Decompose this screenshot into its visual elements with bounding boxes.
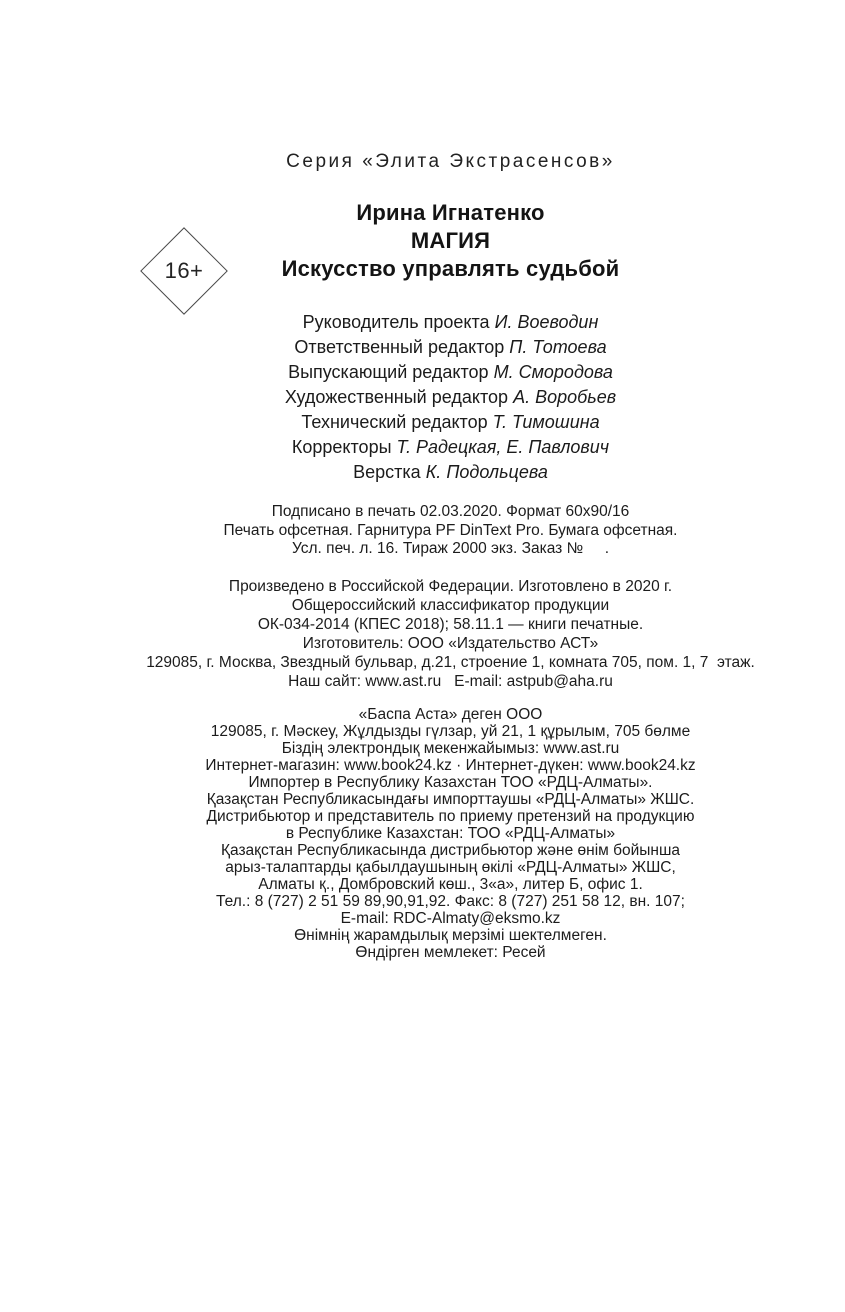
credit-line <box>56 410 845 435</box>
credit-line <box>56 360 845 385</box>
kazakh-info-line: Интернет-магазин: www.book24.kz · Интернет-дүкен: www.book24.kz <box>205 757 696 774</box>
credit-role: Технический редактор <box>301 412 488 432</box>
producer-info-line: ОК-034-2014 (КПЕС 2018); 58.11.1 — книги печатные. <box>257 616 644 633</box>
credit-role: Верстка <box>353 462 421 482</box>
kazakh-info-line: Өндірген мемлекет: Ресей <box>355 944 546 961</box>
kazakh-info-line: E-mail: RDC-Almaty@eksmo.kz <box>340 910 561 927</box>
producer-info-line: Наш сайт: www.ast.ru E-mail: astpub@aha.ru <box>288 673 613 690</box>
producer-info-line: Изготовитель: ООО «Издательство АСТ» <box>302 635 599 652</box>
credits-block <box>56 310 845 485</box>
credit-person: П. Тотоева <box>509 337 607 357</box>
kazakh-info-line: Тел.: 8 (727) 2 51 59 89,90,91,92. Факс: 8 (727) 251 58 12, вн. 107; <box>216 893 685 910</box>
kazakh-info-line: арыз-талаптарды қабылдаушының өкілі «РДЦ-Алматы» ЖШС, <box>225 859 676 876</box>
print-info-line: Печать офсетная. Гарнитура PF DinText Pro. Бумага офсетная. <box>223 521 678 539</box>
producer-info-block <box>56 577 845 691</box>
credit-line <box>56 310 845 335</box>
series-line: Серия «Элита Экстрасенсов» <box>286 151 615 172</box>
colophon-content <box>56 0 845 1312</box>
kazakh-info-line: Өнімнің жарамдылық мерзімі шектелмеген. <box>294 927 607 944</box>
credit-person: Т. Радецкая, Е. Павлович <box>396 437 610 457</box>
book-title: МАГИЯ <box>410 228 491 253</box>
book-subtitle: Искусство управлять судьбой <box>281 256 620 281</box>
print-info-line: Подписано в печать 02.03.2020. Формат 60x90/16 <box>271 503 630 520</box>
kazakh-info-line: Импортер в Республику Казахстан ТОО «РДЦ-Алматы». <box>248 774 653 791</box>
credit-line <box>56 460 845 485</box>
kazakh-info-line: Алматы қ., Домбровский көш., 3«а», литер Б, офис 1. <box>258 876 643 893</box>
kazakh-info-line: 129085, г. Мәскеу, Жұлдызды гүлзар, уй 21, 1 құрылым, 705 бөлме <box>210 723 691 740</box>
kazakh-info-line: Дистрибьютор и представитель по приему претензий на продукцию <box>206 808 695 825</box>
credit-person: К. Подольцева <box>425 462 548 482</box>
producer-info-line: 129085, г. Москва, Звездный бульвар, д.21, строение 1, комната 705, пом. 1, 7 этаж. <box>146 654 755 671</box>
print-info-block <box>56 503 845 559</box>
credit-person: А. Воробьев <box>513 387 617 407</box>
kazakh-info-line: «Баспа Аста» деген ООО <box>358 706 543 723</box>
credit-role: Выпускающий редактор <box>288 362 489 382</box>
author-name: Ирина Игнатенко <box>356 200 545 225</box>
kazakh-info-line: Қазақстан Республикасында дистрибьютор және өнім бойынша <box>220 842 681 859</box>
producer-info-line: Произведено в Российской Федерации. Изготовлено в 2020 г. <box>228 578 673 595</box>
credit-person: И. Воеводин <box>494 312 599 332</box>
credit-role: Художественный редактор <box>284 387 509 407</box>
print-info-line: Усл. печ. л. 16. Тираж 2000 экз. Заказ № . <box>291 540 610 557</box>
credit-line <box>56 335 845 360</box>
kazakh-info-line: Біздің электрондық мекенжайымыз: www.ast.ru <box>281 740 620 757</box>
title-block <box>56 199 845 283</box>
credit-role: Корректоры <box>291 437 392 457</box>
producer-info-line: Общероссийский классификатор продукции <box>291 597 610 614</box>
credit-line <box>56 385 845 410</box>
kazakh-distributor-block <box>56 706 845 961</box>
age-rating-label: 16+ <box>164 258 204 283</box>
credit-person: М. Смородова <box>493 362 613 382</box>
credit-role: Ответственный редактор <box>294 337 505 357</box>
credit-line <box>56 435 845 460</box>
credit-person: Т. Тимошина <box>492 412 600 432</box>
kazakh-info-line: в Республике Казахстан: ТОО «РДЦ-Алматы» <box>285 825 616 842</box>
credit-role: Руководитель проекта <box>302 312 490 332</box>
kazakh-info-line: Қазақстан Республикасындағы импорттаушы «РДЦ-Алматы» ЖШС. <box>206 791 695 808</box>
